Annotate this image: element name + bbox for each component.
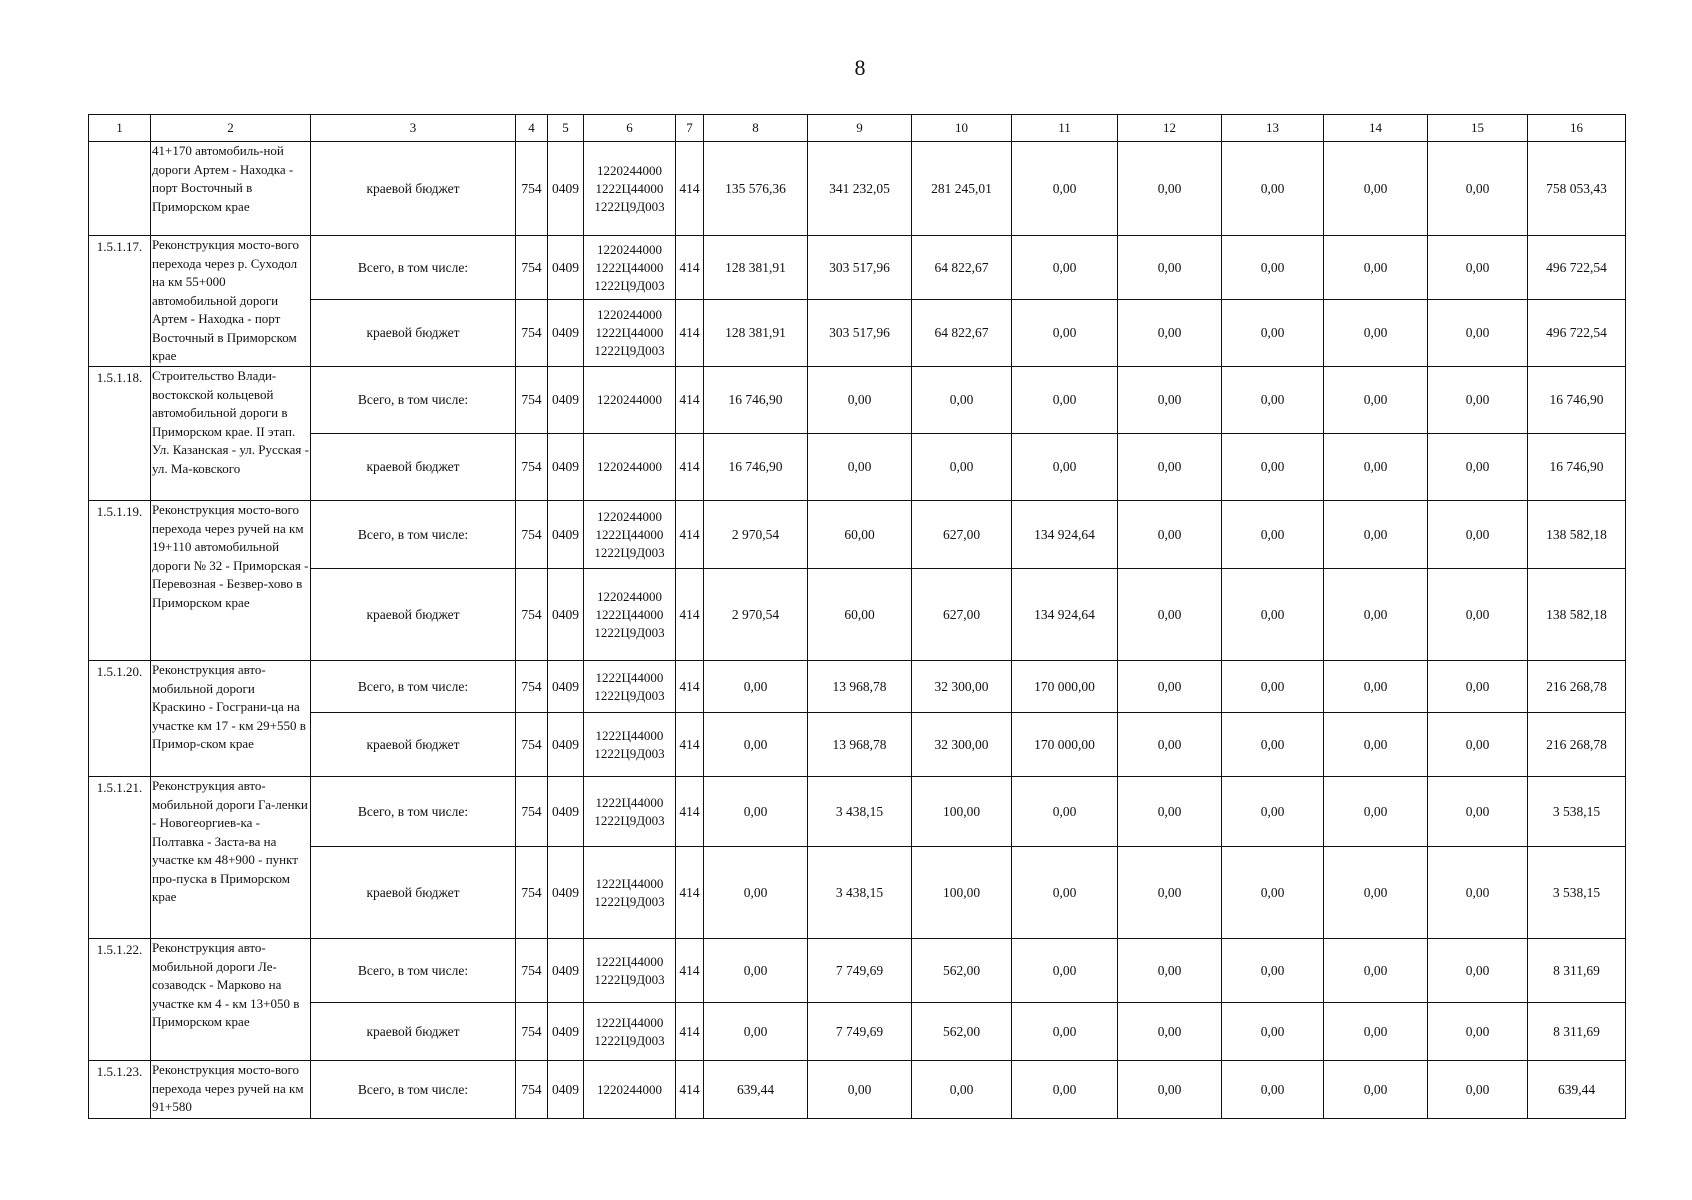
table-row <box>89 434 1626 501</box>
col-5-value: 0409 <box>548 1003 584 1061</box>
col-7-value: 414 <box>676 236 704 300</box>
item-name: Реконструкция мосто-вого перехода через ручей на км 19+110 автомобильной дороги № 32 - Приморская - Перевозная - Безвер-хово в Приморском крае <box>151 501 311 661</box>
item-number: 1.5.1.20. <box>89 661 151 777</box>
col-7-value: 414 <box>676 1003 704 1061</box>
header-cell-12: 12 <box>1118 115 1222 142</box>
funding-source: краевой бюджет <box>311 142 516 236</box>
amount-col-9: 13 968,78 <box>808 661 912 713</box>
amount-col-9: 3 438,15 <box>808 847 912 939</box>
budget-code: 1222Ц44000 1222Ц9Д003 <box>584 661 676 713</box>
col-5-value: 0409 <box>548 236 584 300</box>
table-row <box>89 142 1626 236</box>
amount-col-8: 128 381,91 <box>704 236 808 300</box>
amount-col-15: 0,00 <box>1428 847 1528 939</box>
amount-col-10: 0,00 <box>912 434 1012 501</box>
budget-code: 1220244000 <box>584 1061 676 1119</box>
col-4-value: 754 <box>516 939 548 1003</box>
funding-source: краевой бюджет <box>311 847 516 939</box>
item-name: Реконструкция авто-мобильной дороги Га-ленки - Новогеоргиев-ка - Полтавка - Заста-ва на участке км 48+900 - пункт про-пуска в Приморском крае <box>151 777 311 939</box>
amount-col-15: 0,00 <box>1428 777 1528 847</box>
header-cell-5: 5 <box>548 115 584 142</box>
amount-col-11: 0,00 <box>1012 236 1118 300</box>
amount-col-13: 0,00 <box>1222 569 1324 661</box>
amount-col-11: 0,00 <box>1012 1003 1118 1061</box>
col-5-value: 0409 <box>548 142 584 236</box>
amount-col-14: 0,00 <box>1324 569 1428 661</box>
table-row <box>89 777 1626 847</box>
item-name: Реконструкция авто-мобильной дороги Ле-созаводск - Марково на участке км 4 - км 13+050 в Приморском крае <box>151 939 311 1061</box>
amount-col-9: 60,00 <box>808 569 912 661</box>
header-cell-14: 14 <box>1324 115 1428 142</box>
budget-code: 1222Ц44000 1222Ц9Д003 <box>584 777 676 847</box>
funding-source: Всего, в том числе: <box>311 939 516 1003</box>
table-row <box>89 367 1626 434</box>
amount-col-10: 627,00 <box>912 501 1012 569</box>
amount-col-8: 2 970,54 <box>704 569 808 661</box>
funding-source: Всего, в том числе: <box>311 501 516 569</box>
budget-code: 1220244000 <box>584 367 676 434</box>
amount-col-8: 0,00 <box>704 713 808 777</box>
budget-code: 1220244000 1222Ц44000 1222Ц9Д003 <box>584 569 676 661</box>
col-5-value: 0409 <box>548 939 584 1003</box>
amount-col-9: 303 517,96 <box>808 236 912 300</box>
amount-col-11: 134 924,64 <box>1012 501 1118 569</box>
funding-source: краевой бюджет <box>311 1003 516 1061</box>
budget-code: 1220244000 1222Ц44000 1222Ц9Д003 <box>584 300 676 367</box>
col-5-value: 0409 <box>548 434 584 501</box>
amount-col-14: 0,00 <box>1324 236 1428 300</box>
amount-col-11: 0,00 <box>1012 300 1118 367</box>
col-4-value: 754 <box>516 236 548 300</box>
budget-code: 1220244000 <box>584 434 676 501</box>
amount-col-11: 0,00 <box>1012 367 1118 434</box>
funding-source: краевой бюджет <box>311 300 516 367</box>
col-5-value: 0409 <box>548 1061 584 1119</box>
amount-col-8: 0,00 <box>704 777 808 847</box>
amount-col-12: 0,00 <box>1118 300 1222 367</box>
col-7-value: 414 <box>676 300 704 367</box>
amount-col-12: 0,00 <box>1118 713 1222 777</box>
header-cell-7: 7 <box>676 115 704 142</box>
amount-col-11: 170 000,00 <box>1012 661 1118 713</box>
col-7-value: 414 <box>676 847 704 939</box>
amount-col-10: 32 300,00 <box>912 713 1012 777</box>
item-number: 1.5.1.19. <box>89 501 151 661</box>
amount-col-15: 0,00 <box>1428 1003 1528 1061</box>
col-4-value: 754 <box>516 300 548 367</box>
amount-col-9: 7 749,69 <box>808 1003 912 1061</box>
amount-col-14: 0,00 <box>1324 142 1428 236</box>
item-number: 1.5.1.22. <box>89 939 151 1061</box>
amount-col-12: 0,00 <box>1118 501 1222 569</box>
amount-col-10: 0,00 <box>912 1061 1012 1119</box>
amount-col-16: 216 268,78 <box>1528 661 1626 713</box>
amount-col-8: 135 576,36 <box>704 142 808 236</box>
amount-col-15: 0,00 <box>1428 661 1528 713</box>
col-4-value: 754 <box>516 501 548 569</box>
table-row <box>89 847 1626 939</box>
item-name: Реконструкция мосто-вого перехода через ручей на км 91+580 <box>151 1061 311 1119</box>
amount-col-12: 0,00 <box>1118 847 1222 939</box>
item-name: Реконструкция мосто-вого перехода через р. Суходол на км 55+000 автомобильной дороги Артем - Находка - порт Восточный в Приморском крае <box>151 236 311 367</box>
amount-col-12: 0,00 <box>1118 661 1222 713</box>
amount-col-10: 64 822,67 <box>912 236 1012 300</box>
amount-col-11: 170 000,00 <box>1012 713 1118 777</box>
amount-col-13: 0,00 <box>1222 501 1324 569</box>
item-number <box>89 142 151 236</box>
amount-col-9: 3 438,15 <box>808 777 912 847</box>
amount-col-14: 0,00 <box>1324 777 1428 847</box>
amount-col-13: 0,00 <box>1222 661 1324 713</box>
amount-col-15: 0,00 <box>1428 434 1528 501</box>
amount-col-16: 8 311,69 <box>1528 1003 1626 1061</box>
col-7-value: 414 <box>676 939 704 1003</box>
amount-col-8: 0,00 <box>704 847 808 939</box>
item-number: 1.5.1.21. <box>89 777 151 939</box>
budget-table <box>88 114 1626 1119</box>
amount-col-16: 639,44 <box>1528 1061 1626 1119</box>
amount-col-16: 8 311,69 <box>1528 939 1626 1003</box>
col-7-value: 414 <box>676 142 704 236</box>
amount-col-10: 281 245,01 <box>912 142 1012 236</box>
amount-col-11: 0,00 <box>1012 847 1118 939</box>
budget-code: 1220244000 1222Ц44000 1222Ц9Д003 <box>584 501 676 569</box>
amount-col-16: 758 053,43 <box>1528 142 1626 236</box>
funding-source: Всего, в том числе: <box>311 661 516 713</box>
table-row <box>89 300 1626 367</box>
funding-source: Всего, в том числе: <box>311 236 516 300</box>
amount-col-14: 0,00 <box>1324 434 1428 501</box>
table-row <box>89 661 1626 713</box>
amount-col-16: 216 268,78 <box>1528 713 1626 777</box>
amount-col-15: 0,00 <box>1428 1061 1528 1119</box>
amount-col-14: 0,00 <box>1324 501 1428 569</box>
amount-col-16: 16 746,90 <box>1528 434 1626 501</box>
amount-col-13: 0,00 <box>1222 1061 1324 1119</box>
table-row <box>89 501 1626 569</box>
budget-code: 1220244000 1222Ц44000 1222Ц9Д003 <box>584 236 676 300</box>
header-cell-11: 11 <box>1012 115 1118 142</box>
amount-col-11: 134 924,64 <box>1012 569 1118 661</box>
item-name: Реконструкция авто-мобильной дороги Краскино - Госграни-ца на участке км 17 - км 29+550 в Примор-ском крае <box>151 661 311 777</box>
amount-col-16: 16 746,90 <box>1528 367 1626 434</box>
amount-col-12: 0,00 <box>1118 939 1222 1003</box>
amount-col-9: 7 749,69 <box>808 939 912 1003</box>
amount-col-8: 0,00 <box>704 661 808 713</box>
amount-col-11: 0,00 <box>1012 777 1118 847</box>
budget-code: 1222Ц44000 1222Ц9Д003 <box>584 847 676 939</box>
amount-col-9: 0,00 <box>808 434 912 501</box>
table-row <box>89 236 1626 300</box>
amount-col-12: 0,00 <box>1118 777 1222 847</box>
amount-col-10: 627,00 <box>912 569 1012 661</box>
col-5-value: 0409 <box>548 501 584 569</box>
amount-col-14: 0,00 <box>1324 300 1428 367</box>
amount-col-9: 13 968,78 <box>808 713 912 777</box>
amount-col-16: 496 722,54 <box>1528 300 1626 367</box>
amount-col-13: 0,00 <box>1222 300 1324 367</box>
table-row <box>89 713 1626 777</box>
amount-col-15: 0,00 <box>1428 142 1528 236</box>
item-number: 1.5.1.23. <box>89 1061 151 1119</box>
amount-col-15: 0,00 <box>1428 236 1528 300</box>
header-cell-4: 4 <box>516 115 548 142</box>
col-5-value: 0409 <box>548 300 584 367</box>
col-7-value: 414 <box>676 777 704 847</box>
amount-col-12: 0,00 <box>1118 367 1222 434</box>
col-4-value: 754 <box>516 777 548 847</box>
header-cell-9: 9 <box>808 115 912 142</box>
amount-col-8: 2 970,54 <box>704 501 808 569</box>
amount-col-12: 0,00 <box>1118 142 1222 236</box>
amount-col-13: 0,00 <box>1222 434 1324 501</box>
amount-col-11: 0,00 <box>1012 434 1118 501</box>
amount-col-13: 0,00 <box>1222 939 1324 1003</box>
col-5-value: 0409 <box>548 713 584 777</box>
funding-source: краевой бюджет <box>311 569 516 661</box>
col-4-value: 754 <box>516 847 548 939</box>
amount-col-9: 60,00 <box>808 501 912 569</box>
amount-col-12: 0,00 <box>1118 569 1222 661</box>
amount-col-12: 0,00 <box>1118 434 1222 501</box>
col-4-value: 754 <box>516 569 548 661</box>
amount-col-16: 3 538,15 <box>1528 847 1626 939</box>
amount-col-13: 0,00 <box>1222 236 1324 300</box>
amount-col-8: 16 746,90 <box>704 434 808 501</box>
amount-col-8: 0,00 <box>704 939 808 1003</box>
amount-col-14: 0,00 <box>1324 367 1428 434</box>
funding-source: Всего, в том числе: <box>311 1061 516 1119</box>
amount-col-14: 0,00 <box>1324 1061 1428 1119</box>
table-row <box>89 569 1626 661</box>
amount-col-16: 138 582,18 <box>1528 501 1626 569</box>
amount-col-15: 0,00 <box>1428 713 1528 777</box>
amount-col-8: 128 381,91 <box>704 300 808 367</box>
amount-col-13: 0,00 <box>1222 1003 1324 1061</box>
budget-code: 1222Ц44000 1222Ц9Д003 <box>584 713 676 777</box>
header-cell-10: 10 <box>912 115 1012 142</box>
col-7-value: 414 <box>676 713 704 777</box>
col-4-value: 754 <box>516 1003 548 1061</box>
header-cell-16: 16 <box>1528 115 1626 142</box>
col-7-value: 414 <box>676 569 704 661</box>
amount-col-15: 0,00 <box>1428 939 1528 1003</box>
amount-col-9: 0,00 <box>808 367 912 434</box>
amount-col-10: 562,00 <box>912 1003 1012 1061</box>
col-5-value: 0409 <box>548 569 584 661</box>
page-number: 8 <box>854 55 866 80</box>
table-row <box>89 1061 1626 1119</box>
amount-col-16: 496 722,54 <box>1528 236 1626 300</box>
col-7-value: 414 <box>676 434 704 501</box>
item-name: 41+170 автомобиль-ной дороги Артем - Находка - порт Восточный в Приморском крае <box>151 142 311 236</box>
amount-col-9: 0,00 <box>808 1061 912 1119</box>
col-4-value: 754 <box>516 367 548 434</box>
amount-col-16: 138 582,18 <box>1528 569 1626 661</box>
header-cell-8: 8 <box>704 115 808 142</box>
table-row <box>89 939 1626 1003</box>
amount-col-15: 0,00 <box>1428 569 1528 661</box>
col-7-value: 414 <box>676 501 704 569</box>
budget-code: 1222Ц44000 1222Ц9Д003 <box>584 1003 676 1061</box>
header-cell-3: 3 <box>311 115 516 142</box>
col-5-value: 0409 <box>548 777 584 847</box>
funding-source: краевой бюджет <box>311 713 516 777</box>
amount-col-10: 100,00 <box>912 777 1012 847</box>
header-cell-2: 2 <box>151 115 311 142</box>
amount-col-13: 0,00 <box>1222 367 1324 434</box>
amount-col-8: 16 746,90 <box>704 367 808 434</box>
amount-col-11: 0,00 <box>1012 939 1118 1003</box>
amount-col-14: 0,00 <box>1324 1003 1428 1061</box>
item-number: 1.5.1.18. <box>89 367 151 501</box>
amount-col-11: 0,00 <box>1012 142 1118 236</box>
amount-col-13: 0,00 <box>1222 713 1324 777</box>
header-cell-15: 15 <box>1428 115 1528 142</box>
item-number: 1.5.1.17. <box>89 236 151 367</box>
amount-col-10: 64 822,67 <box>912 300 1012 367</box>
budget-code: 1220244000 1222Ц44000 1222Ц9Д003 <box>584 142 676 236</box>
amount-col-10: 32 300,00 <box>912 661 1012 713</box>
amount-col-15: 0,00 <box>1428 367 1528 434</box>
funding-source: краевой бюджет <box>311 434 516 501</box>
amount-col-8: 639,44 <box>704 1061 808 1119</box>
amount-col-16: 3 538,15 <box>1528 777 1626 847</box>
amount-col-9: 303 517,96 <box>808 300 912 367</box>
col-4-value: 754 <box>516 434 548 501</box>
col-5-value: 0409 <box>548 847 584 939</box>
amount-col-14: 0,00 <box>1324 661 1428 713</box>
amount-col-13: 0,00 <box>1222 847 1324 939</box>
amount-col-13: 0,00 <box>1222 777 1324 847</box>
amount-col-9: 341 232,05 <box>808 142 912 236</box>
amount-col-11: 0,00 <box>1012 1061 1118 1119</box>
header-cell-1: 1 <box>89 115 151 142</box>
budget-code: 1222Ц44000 1222Ц9Д003 <box>584 939 676 1003</box>
col-7-value: 414 <box>676 661 704 713</box>
amount-col-14: 0,00 <box>1324 939 1428 1003</box>
table-row <box>89 1003 1626 1061</box>
amount-col-12: 0,00 <box>1118 1061 1222 1119</box>
amount-col-15: 0,00 <box>1428 501 1528 569</box>
funding-source: Всего, в том числе: <box>311 367 516 434</box>
amount-col-13: 0,00 <box>1222 142 1324 236</box>
funding-source: Всего, в том числе: <box>311 777 516 847</box>
header-cell-13: 13 <box>1222 115 1324 142</box>
col-7-value: 414 <box>676 1061 704 1119</box>
amount-col-15: 0,00 <box>1428 300 1528 367</box>
col-4-value: 754 <box>516 661 548 713</box>
amount-col-12: 0,00 <box>1118 1003 1222 1061</box>
header-row <box>89 115 1626 142</box>
amount-col-8: 0,00 <box>704 1003 808 1061</box>
amount-col-14: 0,00 <box>1324 847 1428 939</box>
col-4-value: 754 <box>516 1061 548 1119</box>
header-cell-6: 6 <box>584 115 676 142</box>
col-5-value: 0409 <box>548 661 584 713</box>
col-4-value: 754 <box>516 142 548 236</box>
amount-col-14: 0,00 <box>1324 713 1428 777</box>
amount-col-10: 562,00 <box>912 939 1012 1003</box>
col-4-value: 754 <box>516 713 548 777</box>
col-5-value: 0409 <box>548 367 584 434</box>
col-7-value: 414 <box>676 367 704 434</box>
amount-col-10: 100,00 <box>912 847 1012 939</box>
amount-col-10: 0,00 <box>912 367 1012 434</box>
item-name: Строительство Влади-востокской кольцевой автомобильной дороги в Приморском крае. II этап. Ул. Казанская - ул. Русская - ул. Ма-ковского <box>151 367 311 501</box>
amount-col-12: 0,00 <box>1118 236 1222 300</box>
